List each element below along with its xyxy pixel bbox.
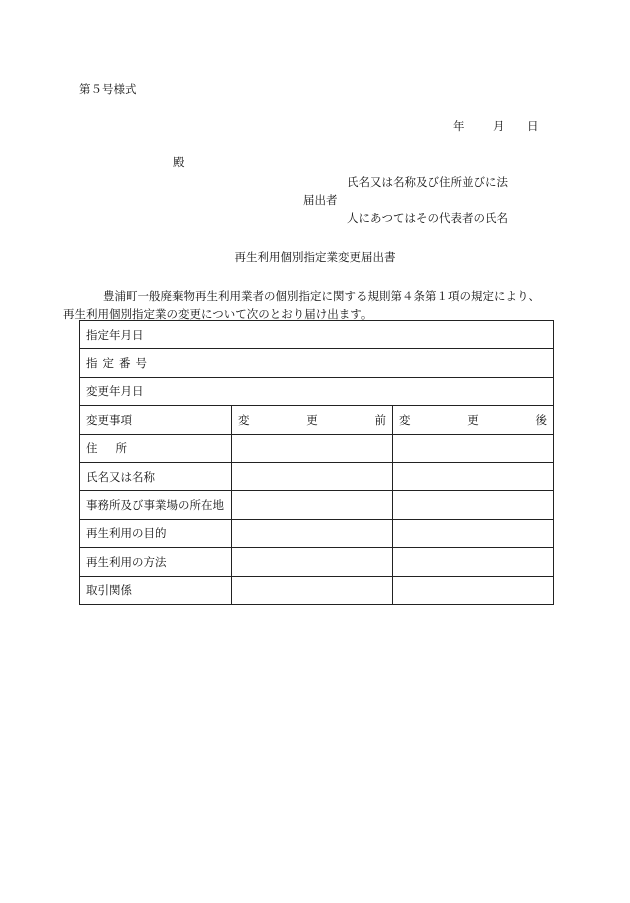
- designation-number-label: 指定番号: [80, 349, 554, 377]
- date-year: 年: [453, 119, 465, 133]
- table-row: [80, 491, 554, 519]
- body-text: [63, 287, 563, 323]
- designation-number-row: [80, 349, 554, 377]
- table-row: [80, 434, 554, 462]
- row-label: 住所: [80, 434, 232, 462]
- row-label: 氏名又は名称: [80, 462, 232, 490]
- after-cell: [393, 548, 554, 576]
- designation-date-row: [80, 321, 554, 349]
- before-cell: [232, 462, 393, 490]
- header-before: 変更前: [232, 406, 393, 434]
- row-label: 再生利用の目的: [80, 519, 232, 547]
- change-date-label: 変更年月日: [80, 377, 554, 405]
- before-cell: [232, 519, 393, 547]
- notifier-name-line1: 氏名又は名称及び住所並びに法: [347, 175, 508, 189]
- notifier-label: 届出者: [303, 193, 338, 207]
- addressee-suffix: 殿: [173, 155, 185, 169]
- date-day: 日: [527, 119, 539, 133]
- before-cell: [232, 576, 393, 604]
- date-line: [453, 119, 539, 133]
- row-label: 事務所及び事業場の所在地: [80, 491, 232, 519]
- notifier-name-line2: 人にあつてはその代表者の氏名: [347, 211, 508, 225]
- row-label: 再生利用の方法: [80, 548, 232, 576]
- table-row: [80, 519, 554, 547]
- date-month: 月: [493, 119, 505, 133]
- before-cell: [232, 434, 393, 462]
- table-row: [80, 576, 554, 604]
- form-number: 第５号様式: [79, 82, 137, 96]
- table-header-row: [80, 406, 554, 434]
- designation-date-label: 指定年月日: [80, 321, 554, 349]
- header-change-item: 変更事項: [80, 406, 232, 434]
- after-cell: [393, 576, 554, 604]
- after-cell: [393, 519, 554, 547]
- header-after: 変更後: [393, 406, 554, 434]
- change-form-table: [79, 320, 554, 605]
- table-row: [80, 462, 554, 490]
- after-cell: [393, 491, 554, 519]
- after-cell: [393, 434, 554, 462]
- before-cell: [232, 548, 393, 576]
- body-line2: 再生利用個別指定業の変更について次のとおり届け出ます。: [63, 307, 373, 321]
- change-date-row: [80, 377, 554, 405]
- row-label: 取引関係: [80, 576, 232, 604]
- before-cell: [232, 491, 393, 519]
- table-row: [80, 548, 554, 576]
- body-line1: 豊浦町一般廃棄物再生利用業者の個別指定に関する規則第４条第１項の規定により、: [103, 289, 540, 303]
- document-title: 再生利用個別指定業変更届出書: [234, 250, 396, 264]
- after-cell: [393, 462, 554, 490]
